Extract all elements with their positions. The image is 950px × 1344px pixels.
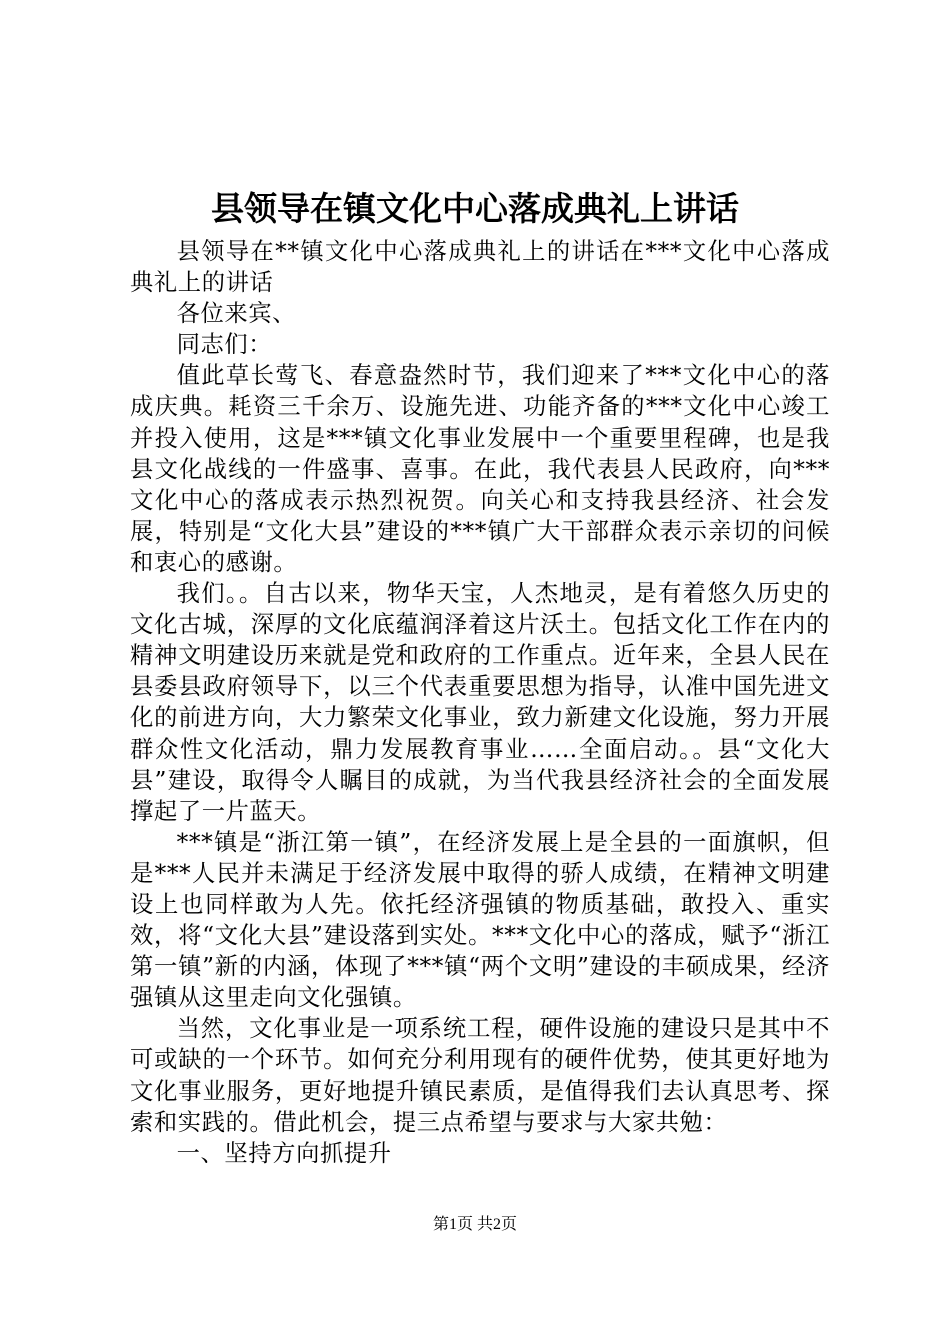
document-title: 县领导在镇文化中心落成典礼上讲话 bbox=[211, 189, 739, 228]
document-body bbox=[130, 236, 830, 1169]
page-number-footer: 第1页 共2页 bbox=[432, 1216, 517, 1233]
paragraph-salutation-comrades: 同志们： bbox=[176, 331, 273, 359]
paragraph-section-one: 一、坚持方向抓提升 bbox=[176, 1139, 392, 1167]
paragraph-salutation-guests: 各位来宾、 bbox=[176, 300, 297, 328]
paragraph-heading-line: 县领导在**镇文化中心落成典礼上的讲话在***文化中心落成典礼上的讲话 bbox=[130, 238, 830, 297]
paragraph-congratulations: 值此草长莺飞、春意盎然时节，我们迎来了***文化中心的落成庆典。耗资三千余万、设施先进、功能齐备的***文化中心竣工并投入使用，这是***镇文化事业发展中一个重要里程碑，也是我县文化战线的一件盛事、喜事。在此，我代表县人民政府，向***文化中心的落成表示热烈祝贺。向关心和支持我县经济、社会发展，特别是“文化大县”建设的***镇广大干部群众表示亲切的问候和衷心的感谢。 bbox=[130, 362, 830, 576]
paragraph-county-culture: 我们。。自古以来，物华天宝，人杰地灵，是有着悠久历史的文化古城，深厚的文化底蕴润泽着这片沃土。包括文化工作在内的精神文明建设历来就是党和政府的工作重点。近年来，全县人民在县委县政府领导下，以三个代表重要思想为指导，认准中国先进文化的前进方向，大力繁荣文化事业，致力新建文化设施，努力开展群众性文化活动，鼎力发展教育事业……全面启动。。县“文化大县”建设，取得令人瞩目的成就，为当代我县经济社会的全面发展撑起了一片蓝天。 bbox=[130, 580, 830, 825]
paragraph-expectations: 当然，文化事业是一项系统工程，硬件设施的建设只是其中不可或缺的一个环节。如何充分利用现有的硬件优势，使其更好地为文化事业服务，更好地提升镇民素质，是值得我们去认真思考、探索和实践的。借此机会，提三点希望与要求与大家共勉： bbox=[130, 1015, 830, 1136]
paragraph-town-achievements: ***镇是“浙江第一镇”，在经济发展上是全县的一面旗帜，但是***人民并未满足于经济发展中取得的骄人成绩，在精神文明建设上也同样敢为人先。依托经济强镇的物质基础，敢投入、重实效，将“文化大县”建设落到实处。***文化中心的落成，赋予“浙江第一镇”新的内涵，体现了***镇“两个文明”建设的丰硕成果，经济强镇从这里走向文化强镇。 bbox=[130, 828, 830, 1012]
